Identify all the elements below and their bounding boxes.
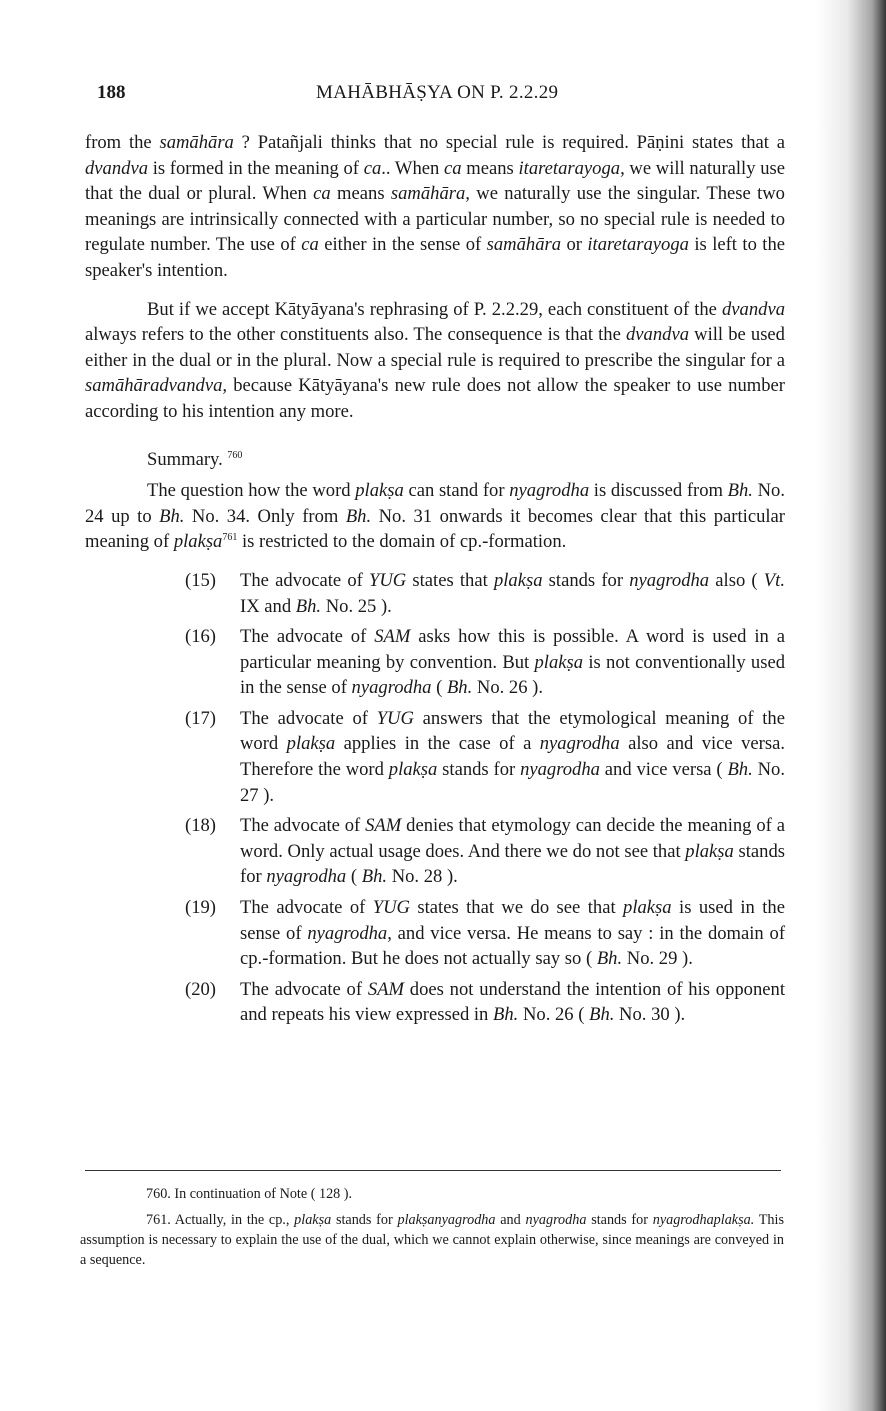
- text-run: .. When: [381, 157, 445, 179]
- text-run: The advocate of: [240, 569, 370, 591]
- text-run: will be used either in the dual or in the plural. Now a special rule is required to prescribe the singular for a: [85, 324, 785, 371]
- item-number: (15): [185, 569, 216, 591]
- italic-term: Bh.: [727, 759, 753, 781]
- list-item: [185, 706, 785, 808]
- italic-term: plakṣa: [623, 897, 672, 919]
- text-run: No. 29 ).: [622, 948, 693, 970]
- text-run: ? Patañjali thinks that no special rule is required. Pāṇini states that a: [233, 132, 786, 153]
- italic-term: dvandva: [722, 298, 785, 320]
- italic-term: YUG: [372, 897, 410, 919]
- item-number: (18): [185, 815, 216, 837]
- italic-term: Bh.: [589, 1004, 615, 1026]
- italic-term: Bh.: [159, 505, 185, 527]
- text-run: The question how the word: [147, 480, 356, 502]
- text-run: also (: [709, 569, 764, 591]
- paragraph: [85, 297, 785, 425]
- text-run: stands for: [331, 1212, 398, 1228]
- italic-term: nyagrodha: [629, 569, 710, 591]
- text-run: and: [495, 1212, 526, 1228]
- summary-intro: [85, 478, 785, 555]
- item-number: (20): [185, 978, 216, 1000]
- item-number: (17): [185, 707, 216, 729]
- text-run: 760. In continuation of Note ( 128 ).: [146, 1186, 353, 1202]
- italic-term: Bh.: [493, 1004, 519, 1026]
- text-run: and vice versa (: [599, 759, 728, 781]
- text-run: (: [346, 866, 362, 888]
- italic-term: dvandva: [85, 157, 148, 179]
- text-run: means: [461, 157, 519, 179]
- footnote-ref: 761: [222, 532, 238, 544]
- italic-term: nyagrodha: [525, 1212, 587, 1228]
- italic-term: plakṣa: [355, 480, 404, 502]
- text-run: is discussed from: [589, 480, 728, 502]
- list-item: [185, 977, 785, 1028]
- text-run: either in the sense of: [318, 234, 487, 256]
- list-item: [185, 813, 785, 890]
- italic-term: plakṣa: [388, 759, 438, 781]
- text-run: No. 24 up to: [85, 480, 786, 527]
- italic-term: itaretarayoga: [587, 234, 689, 256]
- italic-term: samāhāradvandva,: [85, 375, 228, 397]
- text-run: is left to the speaker's intention.: [85, 234, 785, 281]
- italic-term: plakṣa: [294, 1212, 332, 1228]
- italic-term: plakṣa: [173, 531, 223, 553]
- text-run: (: [431, 677, 447, 699]
- text-run: denies that etymology can decide the meaning of a word. Only actual usage does. And there we do not see that: [240, 815, 785, 862]
- text-run: is not conventionally used in the sense of: [240, 651, 785, 699]
- text-run: The advocate of: [240, 626, 375, 648]
- text-run: applies in the case of a: [335, 733, 540, 755]
- italic-term: plakṣa: [685, 840, 734, 862]
- text-run: answers that the etymological meaning of the word: [240, 707, 785, 755]
- text-run: stands for: [542, 569, 630, 591]
- italic-term: nyagrodhaplakṣa.: [652, 1212, 755, 1228]
- italic-term: ca: [313, 183, 331, 205]
- text-run: means: [330, 183, 391, 205]
- italic-term: Bh.: [361, 866, 388, 888]
- item-number: (19): [185, 897, 216, 919]
- italic-term: SAM: [374, 626, 411, 648]
- text-run: No. 28 ).: [387, 866, 458, 888]
- text-run: also and vice versa. Therefore the word: [240, 733, 785, 781]
- text-run: we will naturally use that the dual or plural. When: [85, 157, 785, 205]
- italic-term: SAM: [367, 978, 405, 1000]
- footnote-divider: [85, 1170, 781, 1171]
- summary-heading-text: Summary.: [147, 448, 223, 470]
- text-run: stands for: [586, 1212, 653, 1228]
- paragraph: [85, 130, 785, 284]
- italic-term: ca: [363, 157, 382, 179]
- page-number: 188: [97, 82, 126, 103]
- italic-term: Bh.: [446, 677, 473, 699]
- item-text: [240, 897, 785, 969]
- list-item: [185, 624, 785, 701]
- italic-term: plakṣa: [534, 651, 584, 673]
- text-run: asks how this is possible. A word is used in a particular meaning by convention. But: [240, 626, 785, 673]
- text-run: from the: [85, 132, 160, 153]
- summary-list: [185, 568, 785, 1028]
- italic-term: Vt.: [763, 569, 785, 591]
- footnote-ref: 760: [227, 449, 243, 461]
- item-number: (16): [185, 626, 216, 648]
- item-text: [240, 708, 785, 806]
- text-run: states that: [406, 569, 494, 591]
- text-run: The advocate of: [240, 707, 377, 729]
- list-item: [185, 568, 785, 619]
- italic-term: Bh.: [727, 480, 753, 502]
- italic-term: samāhāra: [486, 234, 562, 256]
- page-edge-shadow: [816, 0, 886, 1411]
- page-header: [0, 82, 886, 112]
- text-run: 761. Actually, in the cp.,: [146, 1212, 295, 1228]
- italic-term: Bh.: [345, 505, 372, 527]
- text-run: But if we accept Kātyāyana's rephrasing of P. 2.2.29, each constituent of the: [147, 298, 722, 320]
- text-run: This assumption is necessary to explain the use of the dual, which we cannot explain otherwise, since meanings are conveyed in a sequence.: [80, 1212, 784, 1268]
- text-run: states that we do see that: [409, 897, 624, 919]
- italic-term: plakṣanyagrodha: [397, 1212, 496, 1228]
- item-text: [240, 626, 785, 698]
- italic-term: Bh.: [295, 595, 322, 617]
- text-run: The advocate of: [240, 815, 366, 837]
- italic-term: nyagrodha: [539, 733, 620, 755]
- running-head: MAHĀBHĀṢYA ON P. 2.2.29: [316, 82, 559, 103]
- italic-term: samāhāra: [159, 132, 234, 153]
- text-run: No. 25 ).: [321, 595, 392, 617]
- text-run: No. 34. Only from: [184, 505, 346, 527]
- text-run: can stand for: [403, 480, 510, 502]
- text-run: because Kātyāyana's new rule does not allow the speaker to use number according to his intention any more.: [85, 375, 785, 422]
- italic-term: YUG: [376, 707, 414, 729]
- italic-term: ca: [444, 157, 462, 179]
- footnotes: [80, 1184, 784, 1276]
- text-run: stands for: [437, 759, 521, 781]
- footnote: [80, 1210, 784, 1270]
- text-run: No. 26 (: [518, 1004, 590, 1026]
- text-run: The advocate of: [240, 978, 368, 1000]
- list-item: [185, 895, 785, 972]
- italic-term: dvandva: [626, 324, 689, 346]
- item-text: [240, 815, 785, 887]
- italic-term: samāhāra,: [390, 183, 470, 205]
- text-run: does not understand the intention of his opponent and repeats his view expressed in: [240, 978, 785, 1026]
- text-run: we naturally use the singular. These two meanings are intrinsically connected with a particular number, so no special rule is needed to regulate number. The use of: [85, 183, 785, 256]
- text-run: No. 31 onwards it becomes clear that this particular meaning of: [85, 505, 785, 553]
- italic-term: nyagrodha: [520, 759, 600, 781]
- text-run: is formed in the meaning of: [148, 157, 364, 179]
- text-run: or: [561, 234, 588, 256]
- summary-heading: [147, 447, 785, 473]
- text-run: IX and: [240, 595, 296, 617]
- italic-term: itaretarayoga,: [518, 157, 625, 179]
- text-run: The advocate of: [240, 897, 373, 919]
- italic-term: ca: [301, 234, 319, 256]
- italic-term: plakṣa: [493, 569, 543, 591]
- item-text: [240, 570, 785, 617]
- italic-term: nyagrodha: [351, 677, 432, 699]
- text-run: is restricted to the domain of cp.-formation.: [237, 531, 567, 553]
- italic-term: nyagrodha,: [307, 922, 392, 944]
- italic-term: YUG: [369, 569, 407, 591]
- text-run: No. 26 ).: [472, 677, 544, 699]
- text-run: is used in the sense of: [240, 897, 785, 944]
- italic-term: nyagrodha: [509, 480, 590, 502]
- text-run: and vice versa. He means to say : in the domain of cp.-formation. But he does not actually say so (: [240, 922, 786, 970]
- footnote: [80, 1184, 784, 1204]
- italic-term: SAM: [365, 815, 402, 837]
- italic-term: Bh.: [596, 948, 623, 970]
- main-text: [85, 130, 785, 1033]
- italic-term: nyagrodha: [266, 866, 347, 888]
- text-run: No. 27 ).: [240, 759, 785, 806]
- italic-term: plakṣa: [286, 733, 336, 755]
- item-text: [240, 979, 785, 1026]
- text-run: always refers to the other constituents also. The consequence is that the: [85, 324, 626, 346]
- text-run: stands for: [240, 840, 785, 888]
- text-run: No. 30 ).: [614, 1004, 686, 1026]
